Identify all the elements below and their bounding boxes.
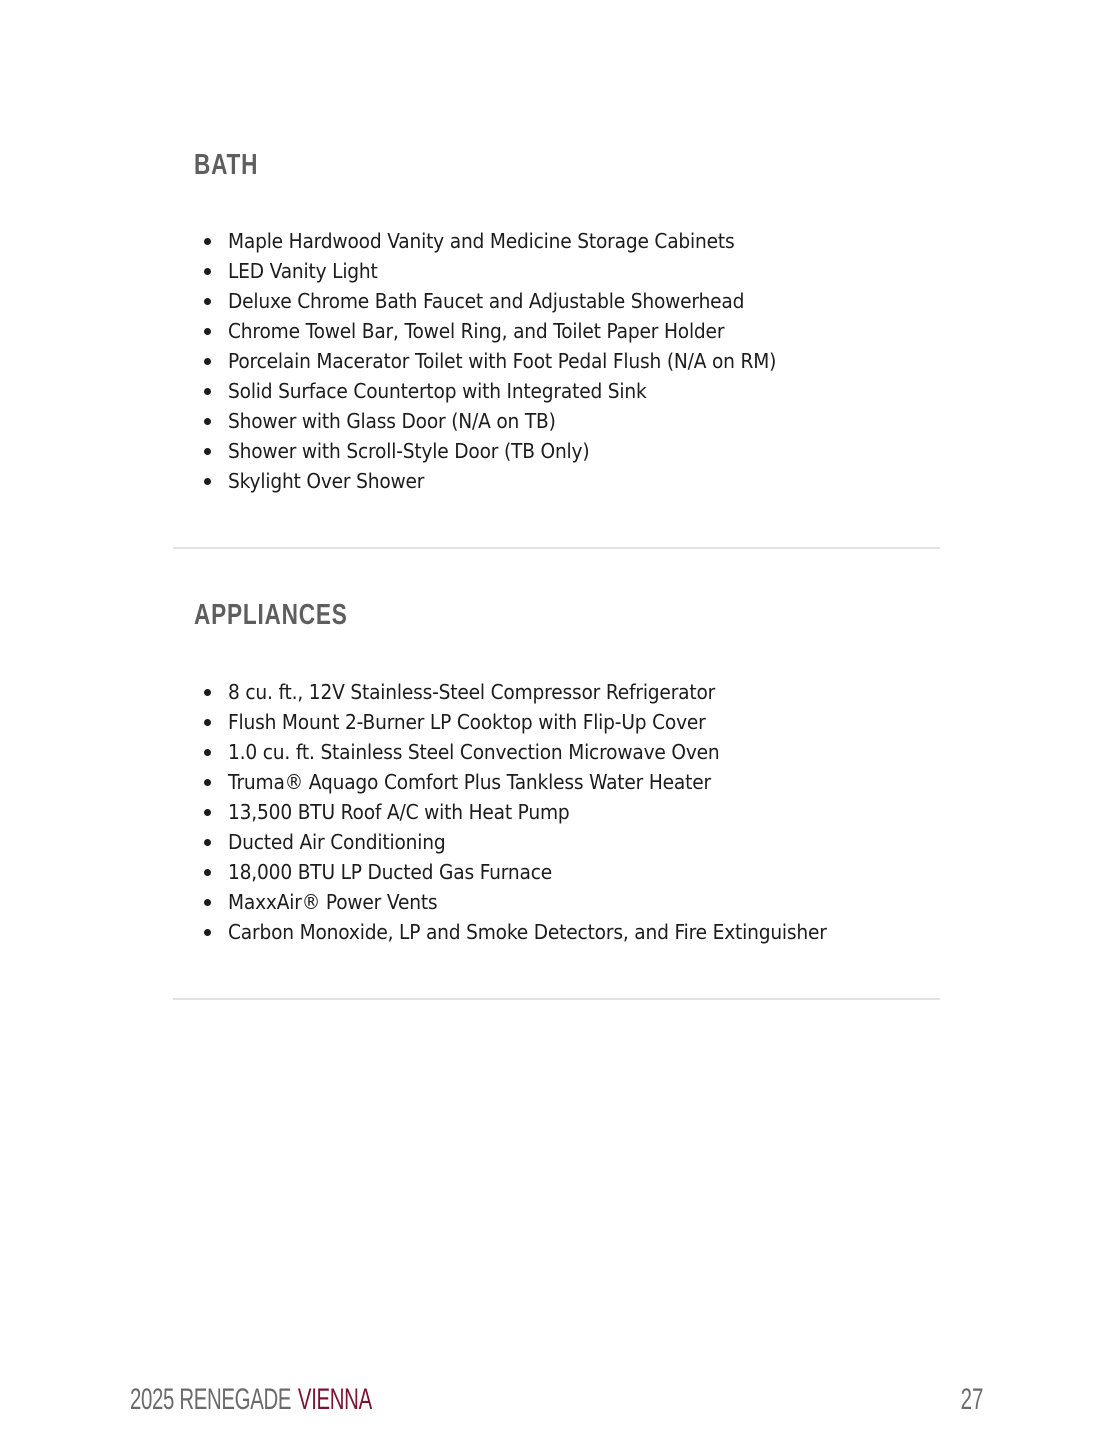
list-item-text: 18,000 BTU LP Ducted Gas Furnace (228, 860, 553, 884)
bullet-icon (204, 869, 211, 876)
list-item (200, 707, 872, 737)
list-item (200, 226, 817, 256)
list-item (200, 737, 872, 767)
bullet-icon (204, 448, 211, 455)
footer-brand-title (130, 1383, 372, 1417)
list-item (200, 827, 872, 857)
list-item (200, 887, 872, 917)
section-divider (173, 547, 940, 549)
list-item-text: Shower with Scroll-Style Door (TB Only) (228, 439, 590, 463)
bullet-icon (204, 298, 211, 305)
list-item-text: Carbon Monoxide, LP and Smoke Detectors, and Fire Extinguisher (228, 920, 827, 944)
bullet-icon (204, 268, 211, 275)
list-item-text: Maple Hardwood Vanity and Medicine Storage Cabinets (228, 229, 735, 253)
list-item-text: Flush Mount 2-Burner LP Cooktop with Flip-Up Cover (228, 710, 706, 734)
list-item-text: Truma® Aquago Comfort Plus Tankless Water Heater (228, 770, 711, 794)
list-item (200, 316, 817, 346)
bullet-icon (204, 418, 211, 425)
bullet-icon (204, 809, 211, 816)
bath-feature-list (200, 226, 817, 496)
bullet-icon (204, 358, 211, 365)
bullet-icon (204, 929, 211, 936)
appliances-feature-list (200, 677, 872, 947)
list-item (200, 797, 872, 827)
list-item (200, 256, 817, 286)
bullet-icon (204, 779, 211, 786)
page-number: 27 (960, 1383, 983, 1416)
footer-model-name: VIENNA (297, 1383, 372, 1416)
list-item-text: Deluxe Chrome Bath Faucet and Adjustable Showerhead (228, 289, 745, 313)
list-item (200, 677, 872, 707)
bullet-icon (204, 719, 211, 726)
bullet-icon (204, 899, 211, 906)
list-item (200, 466, 817, 496)
bullet-icon (204, 749, 211, 756)
list-item-text: Porcelain Macerator Toilet with Foot Pedal Flush (N/A on RM) (228, 349, 777, 373)
list-item-text: 8 cu. ft., 12V Stainless-Steel Compressor Refrigerator (228, 680, 716, 704)
bullet-icon (204, 328, 211, 335)
bullet-icon (204, 388, 211, 395)
list-item-text: Chrome Towel Bar, Towel Ring, and Toilet Paper Holder (228, 319, 725, 343)
list-item-text: Ducted Air Conditioning (228, 830, 446, 854)
bullet-icon (204, 689, 211, 696)
list-item-text: 1.0 cu. ft. Stainless Steel Convection Microwave Oven (228, 740, 720, 764)
section-divider (173, 998, 940, 1000)
bullet-icon (204, 238, 211, 245)
list-item (200, 406, 817, 436)
list-item-text: 13,500 BTU Roof A/C with Heat Pump (228, 800, 570, 824)
list-item-text: Solid Surface Countertop with Integrated Sink (228, 379, 647, 403)
list-item (200, 857, 872, 887)
list-item (200, 767, 872, 797)
list-item (200, 917, 872, 947)
section-heading-bath: BATH (194, 149, 259, 181)
footer-year-brand: 2025 RENEGADE (130, 1383, 292, 1416)
list-item-text: Skylight Over Shower (228, 469, 425, 493)
list-item-text: LED Vanity Light (228, 259, 378, 283)
bullet-icon (204, 478, 211, 485)
list-item (200, 376, 817, 406)
list-item (200, 286, 817, 316)
list-item-text: Shower with Glass Door (N/A on TB) (228, 409, 556, 433)
list-item-text: MaxxAir® Power Vents (228, 890, 438, 914)
list-item (200, 436, 817, 466)
bullet-icon (204, 839, 211, 846)
section-heading-appliances: APPLIANCES (194, 599, 348, 631)
list-item (200, 346, 817, 376)
